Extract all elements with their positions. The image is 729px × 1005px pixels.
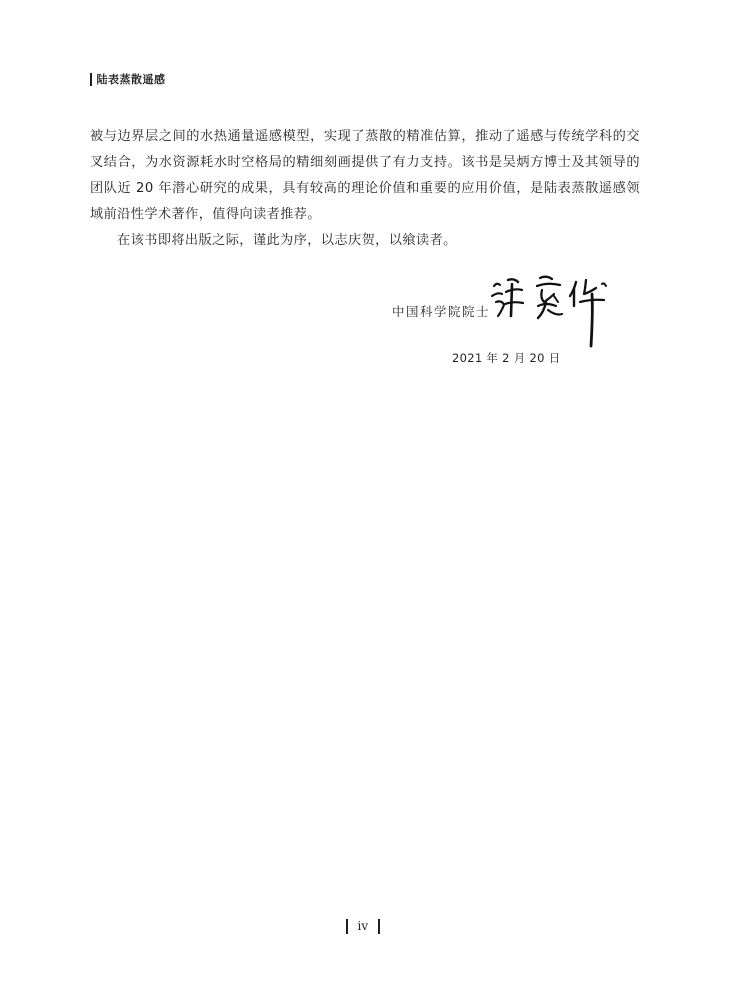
running-head bbox=[90, 71, 166, 87]
handwritten-signature bbox=[490, 272, 620, 350]
running-head-title: 陆表蒸散遥感 bbox=[96, 73, 166, 86]
page-number: iv bbox=[357, 919, 369, 933]
running-head-rule bbox=[90, 73, 92, 86]
preface-body bbox=[90, 124, 640, 254]
signature-text bbox=[0, 0, 1, 1]
folio-rule-left bbox=[346, 919, 348, 934]
author-affiliation: 中国科学院院士 bbox=[392, 304, 491, 319]
folio-rule-right bbox=[378, 919, 380, 934]
preface-paragraph-1: 被与边界层之间的水热通量遥感模型，实现了蒸散的精准估算，推动了遥感与传统学科的交叉结合，为水资源耗水时空格局的精细刻画提供了有力支持。该书是吴炳方博士及其领导的团队近 20 年潜心研究的成果，具有较高的理论价值和重要的应用价值，是陆表蒸散遥感领域前沿性学术著作，值得向读者推荐。 bbox=[90, 129, 640, 222]
page-footer bbox=[346, 917, 380, 935]
preface-paragraph-2: 在该书即将出版之际，谨此为序，以志庆贺，以飨读者。 bbox=[117, 233, 457, 248]
preface-date: 2021 年 2 月 20 日 bbox=[452, 351, 561, 365]
